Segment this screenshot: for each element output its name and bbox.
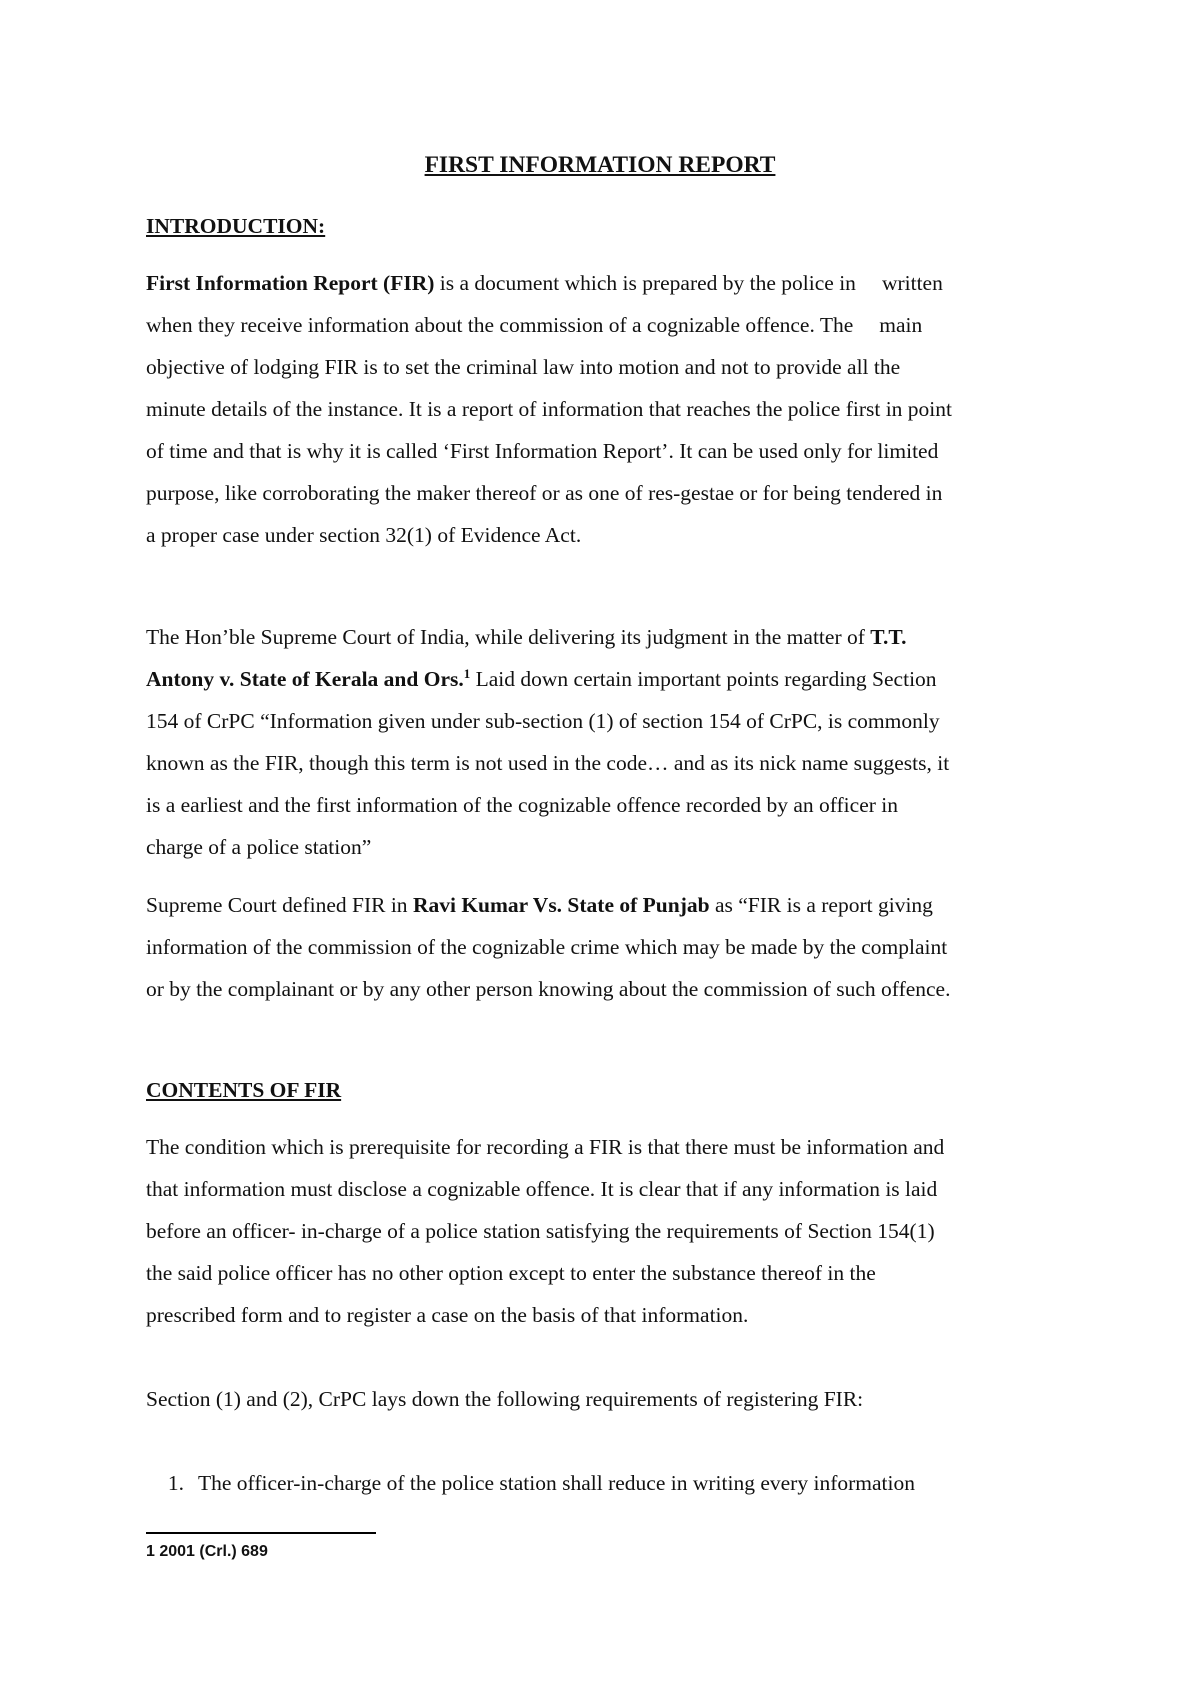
paragraph-line: is a earliest and the first information of the cognizable offence recorded by an officer in [146, 793, 898, 817]
paragraph-line: before an officer- in-charge of a police station satisfying the requirements of Section 154(1) [146, 1219, 935, 1243]
paragraph-line: that information must disclose a cognizable offence. It is clear that if any information is laid [146, 1177, 938, 1201]
paragraph-line: of time and that is why it is called ‘First Information Report’. It can be used only for limited [146, 439, 939, 463]
paragraph-line: the said police officer has no other option except to enter the substance thereof in the [146, 1261, 876, 1285]
footnote-separator [146, 1532, 376, 1534]
paragraph-line: charge of a police station” [146, 835, 372, 859]
paragraph-line [146, 268, 943, 298]
paragraph-line: known as the FIR, though this term is not used in the code… and as its nick name suggests, it [146, 751, 950, 775]
bold-term: First Information Report (FIR) [146, 271, 435, 295]
list-number: 1. [167, 1471, 184, 1495]
text-span: as “FIR is a report giving [709, 893, 933, 917]
case-name: Ravi Kumar Vs. State of Punjab [412, 893, 710, 917]
section-heading-introduction: INTRODUCTION: [146, 214, 326, 238]
section-heading-contents: CONTENTS OF FIR [146, 1078, 342, 1102]
text-span: The Hon’ble Supreme Court of India, while delivering its judgment in the matter of [146, 625, 871, 649]
paragraph-line: Section (1) and (2), CrPC lays down the following requirements of registering FIR: [146, 1387, 864, 1411]
text-span: main [879, 313, 923, 337]
text-span: when they receive information about the commission of a cognizable offence. The [146, 313, 854, 337]
paragraph-line [146, 664, 937, 694]
case-name: Antony v. State of Kerala and Ors. [146, 667, 464, 691]
text-span: is a document which is prepared by the police in [434, 271, 856, 295]
paragraph-line: prescribed form and to register a case on the basis of that information. [146, 1303, 749, 1327]
paragraph-line: minute details of the instance. It is a report of information that reaches the police first in point [146, 397, 953, 421]
footnote-text: 1 2001 (Crl.) 689 [146, 1543, 268, 1560]
text-span: Supreme Court defined FIR in [146, 893, 413, 917]
paragraph-line: purpose, like corroborating the maker thereof or as one of res-gestae or for being tendered in [146, 481, 943, 505]
paragraph-line: information of the commission of the cognizable crime which may be made by the complaint [146, 935, 948, 959]
page-title: FIRST INFORMATION REPORT [424, 152, 776, 178]
footnote-marker: 1 [463, 666, 471, 681]
bold-term: T.T. [870, 625, 907, 649]
paragraph-line: 154 of CrPC “Information given under sub-section (1) of section 154 of CrPC, is commonly [146, 709, 940, 733]
text-span: written [881, 271, 943, 295]
paragraph-line: The condition which is prerequisite for recording a FIR is that there must be information and [146, 1135, 945, 1159]
paragraph-line: or by the complainant or by any other person knowing about the commission of such offence. [146, 977, 951, 1001]
paragraph-line [146, 310, 922, 340]
paragraph-line: objective of lodging FIR is to set the criminal law into motion and not to provide all the [146, 355, 901, 379]
paragraph-line [146, 890, 933, 920]
paragraph-line: a proper case under section 32(1) of Evidence Act. [146, 523, 582, 547]
list-item [146, 1468, 915, 1498]
list-item-text: The officer-in-charge of the police station shall reduce in writing every information [198, 1471, 915, 1495]
paragraph-line [146, 622, 907, 652]
text-span: Laid down certain important points regarding Section [470, 667, 937, 691]
